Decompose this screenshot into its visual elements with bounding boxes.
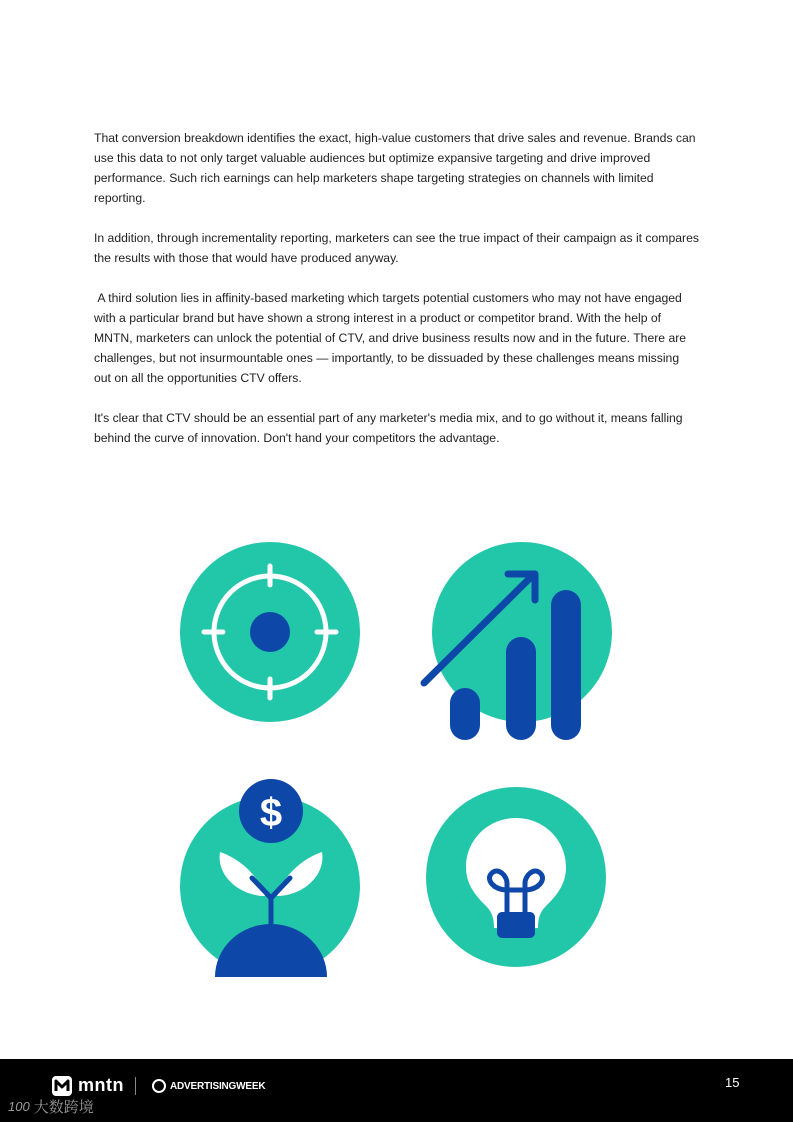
dollar-symbol: $ [259, 791, 283, 835]
paragraph: In addition, through incrementality reporting, marketers can see the true impact of their campaign as it compares the results with those that would have produced anyway. [94, 231, 699, 265]
lightbulb-icon [426, 787, 606, 967]
mntn-logo-icon [52, 1076, 72, 1096]
body-text [94, 128, 699, 468]
footer [0, 1059, 793, 1122]
paragraph: A third solution lies in affinity-based marketing which targets potential customers who may not have engaged with a particular brand but have shown a strong interest in a product or competitor brand. With the help of MNTN, marketers can unlock the potential of CTV, and drive business results now and in the future. There are challenges, but not insurmountable ones — importantly, to be dissuaded by these challenges means missing out on all the opportunities CTV offers. [94, 291, 690, 385]
paragraph: That conversion breakdown identifies the exact, high-value customers that drive sales and revenue. Brands can use this data to not only target valuable audiences but optimize expansive targeting and drive improved performance. Such rich earnings can help marketers shape targeting strategies on channels with limited reporting. [94, 131, 696, 205]
watermark-text: 大数跨境 [33, 1099, 94, 1116]
watermark [8, 1096, 94, 1117]
page-number: 15 [725, 1075, 740, 1090]
target-icon [180, 542, 360, 722]
advertising-week-text: ADVERTISINGWEEK [170, 1080, 266, 1092]
growth-chart-icon [424, 542, 612, 725]
footer-divider [135, 1077, 136, 1095]
advertising-week-icon [152, 1079, 166, 1093]
advertising-week-logo [152, 1079, 265, 1093]
mntn-brand-text: mntn [78, 1075, 124, 1095]
illustration-grid [0, 520, 793, 1000]
mntn-logo [52, 1075, 124, 1096]
watermark-mark: 100 [8, 1099, 30, 1114]
money-plant-icon [180, 779, 360, 977]
paragraph: It's clear that CTV should be an essential part of any marketer's media mix, and to go without it, means falling behind the curve of innovation. Don't hand your competitors the advantage. [94, 411, 683, 445]
